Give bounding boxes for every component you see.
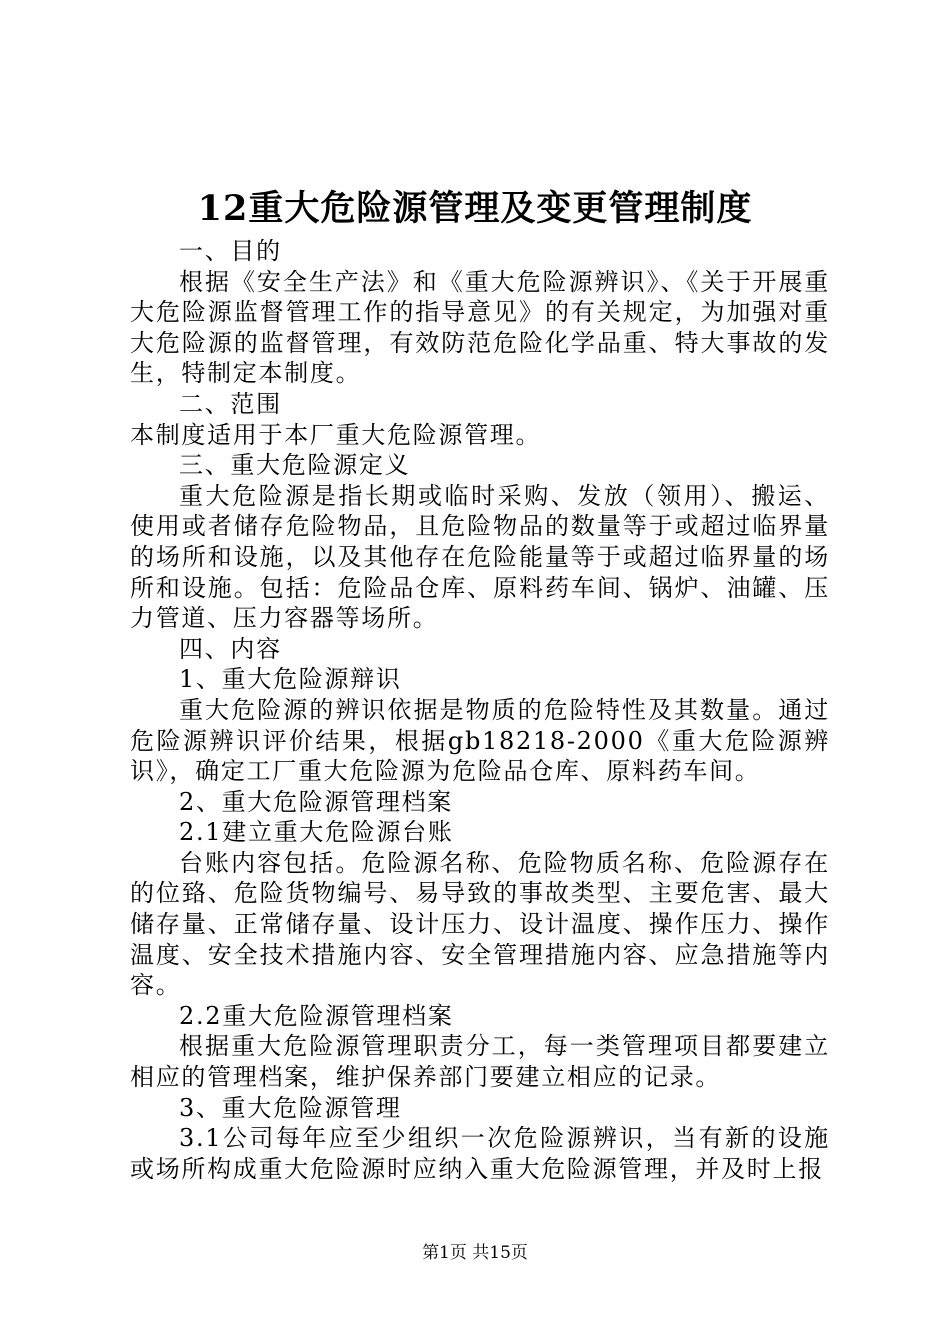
- paragraph-definition: 重大危险源是指长期或临时采购、发放（领用）、搬运、使用或者储存危险物品，且危险物品的数量等于或超过临界量的场所和设施，以及其他存在危险能量等于或超过临界量的场所和设施。包括：危险品仓库、原料药车间、锅炉、油罐、压力管道、压力容器等场所。: [130, 481, 830, 633]
- paragraph-purpose: 根据《安全生产法》和《重大危险源辨识》、《关于开展重大危险源监督管理工作的指导意见》的有关规定，为加强对重大危险源的监督管理，有效防范危险化学品重、特大事故的发生，特制定本制度。: [130, 267, 830, 388]
- document-body: [130, 236, 830, 1184]
- subheading-archives: 2、重大危险源管理档案: [179, 787, 453, 816]
- subheading-management: 3、重大危险源管理: [179, 1093, 402, 1122]
- subheading-management-archives: 2.2重大危险源管理档案: [179, 1001, 454, 1030]
- heading-scope: 二、范围: [179, 389, 282, 418]
- heading-purpose: 一、目的: [179, 237, 282, 265]
- heading-content: 四、内容: [179, 634, 282, 663]
- subheading-identification: 1、重大危险源辩识: [179, 665, 402, 694]
- paragraph-ledger: 台账内容包括。危险源名称、危险物质名称、危险源存在的位臵、危险货物编号、易导致的事故类型、主要危害、最大储存量、正常储存量、设计压力、设计温度、操作压力、操作温度、安全技术措施内容、安全管理措施内容、应急措施等内容。: [130, 848, 830, 1000]
- subheading-ledger: 2.1建立重大危险源台账: [179, 818, 454, 847]
- paragraph-identification: 重大危险源的辨识依据是物质的危险特性及其数量。通过危险源辨识评价结果，根据gb18218-2000《重大危险源辨识》，确定工厂重大危险源为危险品仓库、原料药车间。: [130, 695, 830, 786]
- paragraph-scope: 本制度适用于本厂重大危险源管理。: [130, 420, 542, 449]
- document-title: 12重大危险源管理及变更管理制度: [197, 188, 753, 229]
- heading-definition: 三、重大危险源定义: [179, 451, 411, 480]
- paragraph-management-archives: 根据重大危险源管理职责分工，每一类管理项目都要建立相应的管理档案，维护保养部门要建立相应的记录。: [130, 1032, 830, 1092]
- page-footer: 第1页 共15页: [422, 1243, 528, 1263]
- paragraph-management: 3.1公司每年应至少组织一次危险源辨识，当有新的设施或场所构成重大危险源时应纳入重大危险源管理，并及时上报: [130, 1124, 830, 1183]
